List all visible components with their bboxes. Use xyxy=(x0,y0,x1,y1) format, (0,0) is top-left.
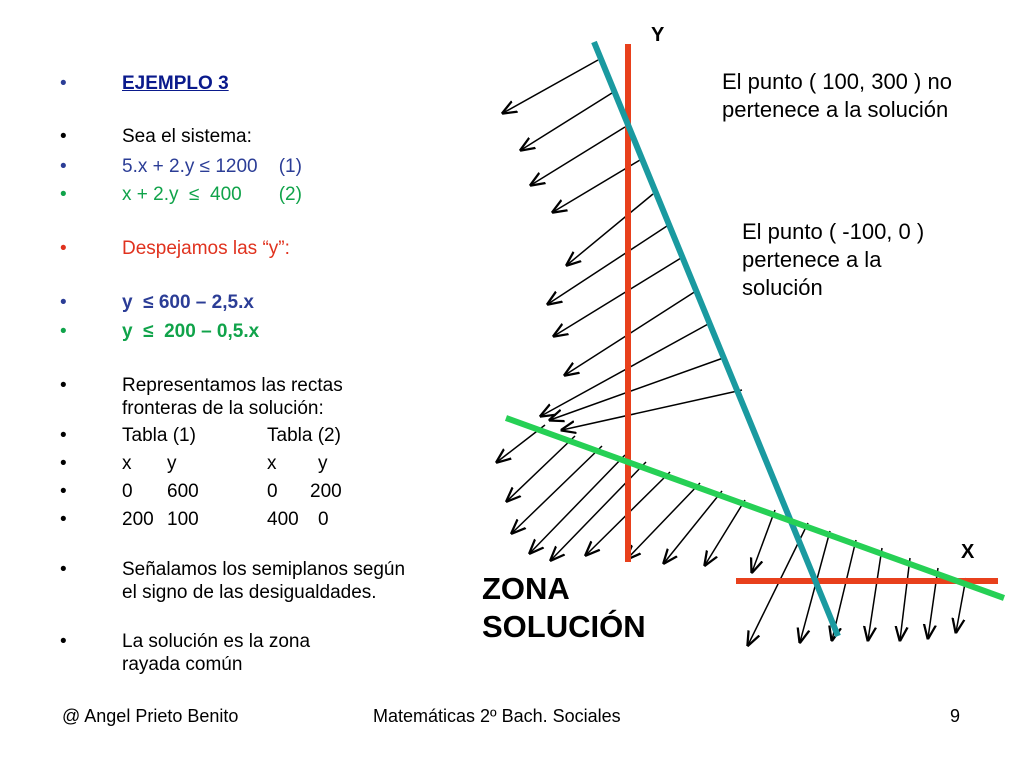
intro-text: Sea el sistema: xyxy=(122,126,252,147)
table-cell: 0 xyxy=(122,481,133,502)
hatch-arrow xyxy=(705,500,745,565)
hatch-arrow xyxy=(521,93,612,150)
table-cell: 400 xyxy=(267,509,299,530)
y-axis-label: Y xyxy=(651,24,665,46)
hatch-arrow xyxy=(567,194,653,265)
tabla2-label: Tabla (2) xyxy=(267,425,341,446)
table-cell: 200 xyxy=(122,509,154,530)
represent-text: Representamos las rectas fronteras de la solución: xyxy=(122,375,343,419)
hatch-arrow xyxy=(512,446,602,533)
table-cell: x xyxy=(267,453,277,474)
table-cell: y xyxy=(318,453,328,474)
hatch-arrow xyxy=(900,558,910,640)
tabla1-label: Tabla (1) xyxy=(122,425,196,446)
hatch-arrow xyxy=(554,258,681,336)
footer-course: Matemáticas 2º Bach. Sociales xyxy=(373,706,621,726)
despejamos-text: Despejamos las “y”: xyxy=(122,238,290,259)
note-point-in-solution: El punto ( -100, 0 ) pertenece a la solución xyxy=(742,219,925,300)
table-cell: 0 xyxy=(267,481,278,502)
hatch-arrow xyxy=(503,60,598,113)
solved-inequality-2: y ≤ 200 – 0,5.x xyxy=(122,321,260,342)
table-cell: 600 xyxy=(167,481,199,502)
solucion-text: La solución es la zona rayada común xyxy=(122,631,311,675)
footer-author: @ Angel Prieto Benito xyxy=(62,706,239,726)
hatch-arrow xyxy=(551,462,646,560)
inequality-2: x + 2.y ≤ 400 (2) xyxy=(122,184,302,205)
hatch-arrow xyxy=(548,226,667,304)
inequality-1: 5.x + 2.y ≤ 1200 (1) xyxy=(122,156,302,177)
table-cell: y xyxy=(167,453,177,474)
slide: • EJEMPLO 3 • Sea el sistema: • 5.x + 2.y ≤ 1200 (1) • x + 2.y ≤ 400 (2) • Despejamos las “y”: • y ≤ 600 – 2,5.x • y ≤ 200 – 0,5.x • Representamos las rectas fronteras de la solución: • Tabla (1) Tabla (2) • x y x y • 0 600 0 200 • 200 100 400 0 • Señalamos los semiplanos según el signo de las desigualdades. • La solución es la zona rayada común Y X El punto ( 100, 300 ) no pertenece a la solución El punto ( -100, 0 ) pertenece a la solución ZONA SOLUCIÓN @ Angel Prieto Benito Matemáticas 2º Bach. Sociales 9 xyxy=(0,0,1024,768)
zona-solucion-label xyxy=(482,570,646,646)
solved-inequality-1: y ≤ 600 – 2,5.x xyxy=(122,292,254,313)
hatch-arrow xyxy=(627,483,700,559)
hatch-arrow xyxy=(550,357,726,420)
zona-label-line2: SOLUCIÓN xyxy=(482,609,646,644)
hatch-arrow xyxy=(868,548,882,640)
page-number: 9 xyxy=(950,706,961,726)
zona-label-line1: ZONA xyxy=(482,571,570,606)
table-cell: x xyxy=(122,453,132,474)
hatch-arrow xyxy=(752,510,775,572)
table-cell: 200 xyxy=(310,481,342,502)
example-title: EJEMPLO 3 xyxy=(122,73,229,94)
x-axis-label: X xyxy=(961,541,975,563)
table-cell: 0 xyxy=(318,509,329,530)
senalamos-text: Señalamos los semiplanos según el signo de las desigualdades. xyxy=(122,559,406,603)
hatch-arrow xyxy=(562,390,742,430)
note-point-not-in-solution: El punto ( 100, 300 ) no pertenece a la solución xyxy=(722,69,952,122)
bullet-dot: • xyxy=(60,73,67,94)
table-cell: 100 xyxy=(167,509,199,530)
